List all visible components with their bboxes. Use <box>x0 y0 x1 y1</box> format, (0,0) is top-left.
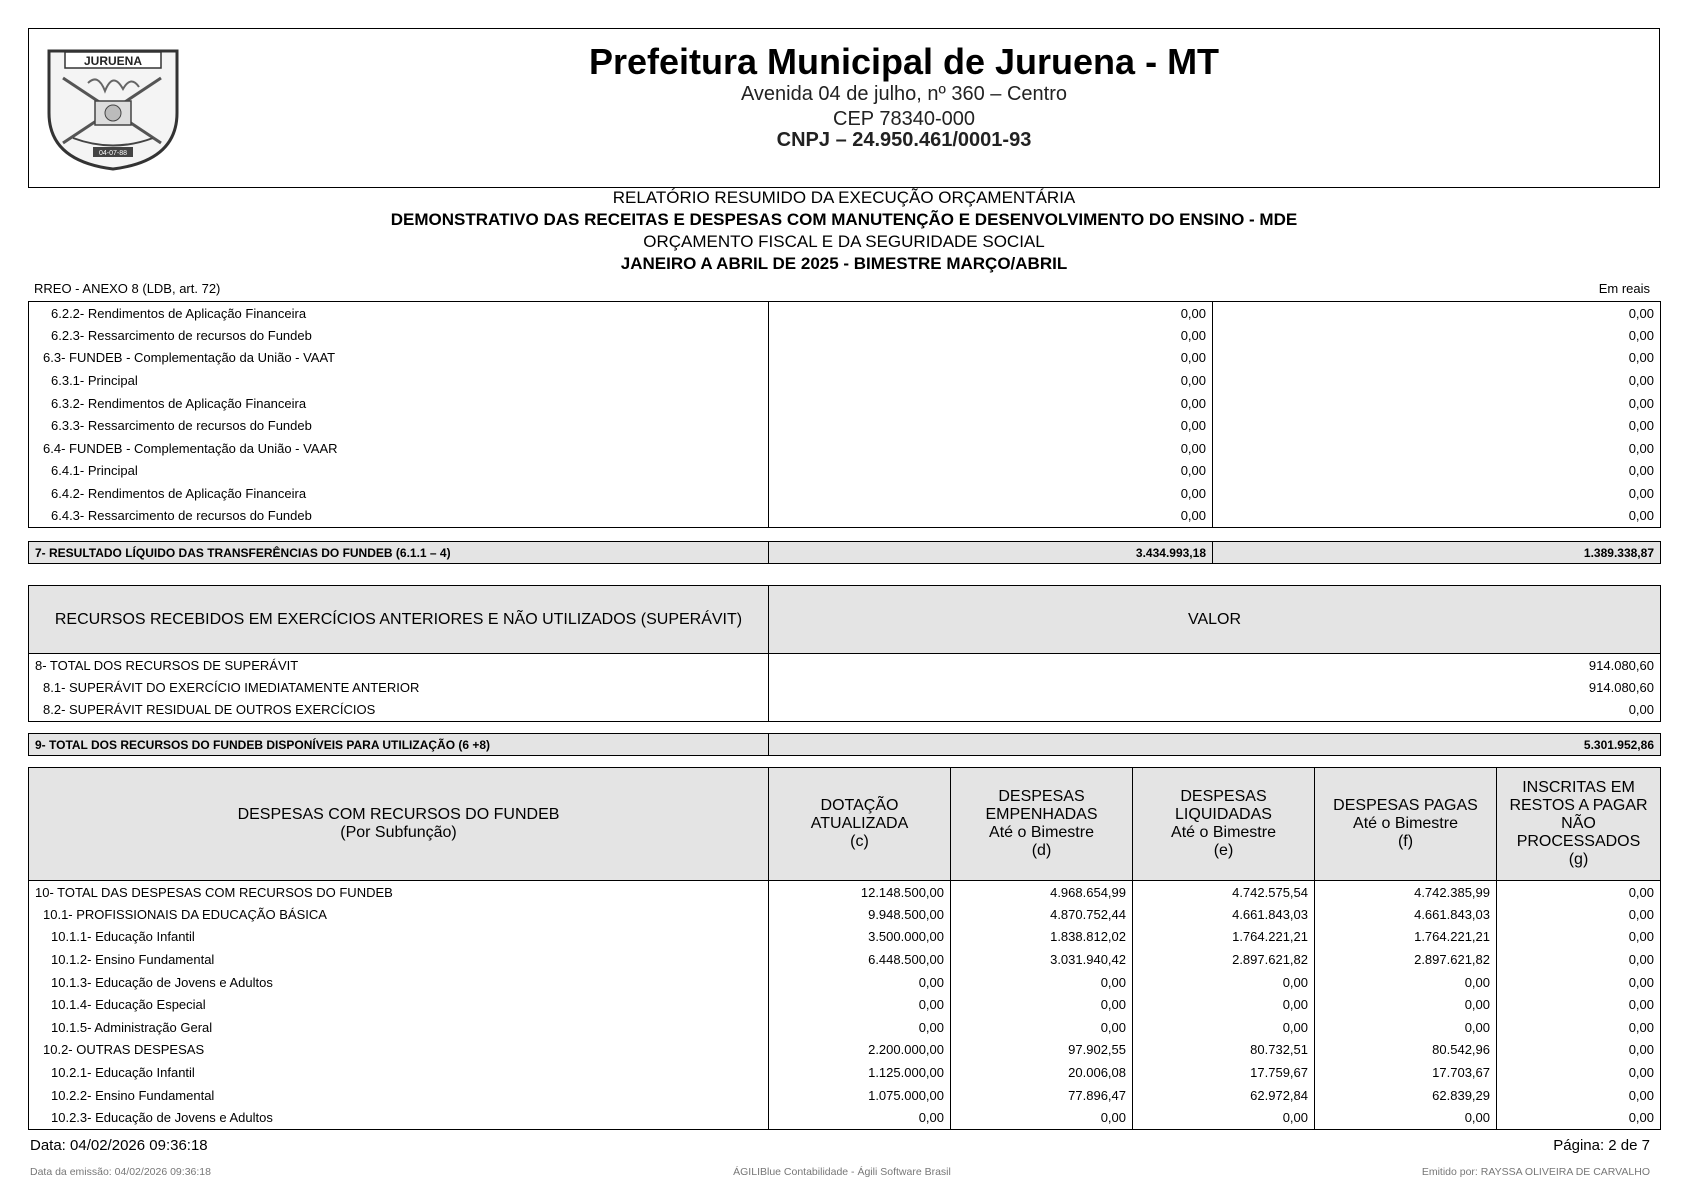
col-header-text: (Por Subfunção) <box>340 824 457 841</box>
row-value: 4.742.385,99 <box>1315 881 1497 904</box>
row-value: 0,00 <box>951 971 1133 994</box>
row-value: 914.080,60 <box>769 654 1661 677</box>
footer-date: Data: 04/02/2026 09:36:18 <box>30 1137 208 1154</box>
footer-page: Página: 2 de 7 <box>1553 1137 1650 1154</box>
row-value: 77.896,47 <box>951 1084 1133 1107</box>
col-header-dotacao <box>769 768 951 881</box>
row-value: 1.075.000,00 <box>769 1084 951 1107</box>
table-row <box>29 1016 1661 1039</box>
report-subtitle: DEMONSTRATIVO DAS RECEITAS E DESPESAS COM MANUTENÇÃO E DESENVOLVIMENTO DO ENSINO - MDE <box>390 210 1298 229</box>
row-label: 10.1.5- Administração Geral <box>51 1019 213 1035</box>
row-value: 0,00 <box>769 1106 951 1129</box>
table-row <box>29 903 1661 926</box>
col-header-text: (d) <box>1031 842 1052 859</box>
row-value: 4.870.752,44 <box>951 903 1133 926</box>
row-label: 8- TOTAL DOS RECURSOS DE SUPERÁVIT <box>35 657 299 673</box>
row-label: 6.2.3- Ressarcimento de recursos do Fundeb <box>51 327 312 343</box>
row-value: 0,00 <box>1213 369 1661 392</box>
row-value: 0,00 <box>1497 926 1661 949</box>
table-row <box>29 437 1661 460</box>
row-value: 3.434.993,18 <box>769 542 1213 564</box>
row-value: 0,00 <box>1213 324 1661 347</box>
row-value: 0,00 <box>769 369 1213 392</box>
table-row <box>29 971 1661 994</box>
table-row <box>29 926 1661 949</box>
row-value: 0,00 <box>1213 414 1661 437</box>
row-value: 0,00 <box>769 392 1213 415</box>
table-row <box>29 369 1661 392</box>
row-value: 0,00 <box>769 302 1213 325</box>
row-value: 3.500.000,00 <box>769 926 951 949</box>
row-value: 0,00 <box>1133 1106 1315 1129</box>
org-name: Prefeitura Municipal de Juruena - MT <box>588 41 1220 82</box>
unit-label: Em reais <box>1598 281 1650 296</box>
row-value: 4.968.654,99 <box>951 881 1133 904</box>
org-address: Avenida 04 de julho, nº 360 – Centro <box>740 83 1068 105</box>
table-row <box>29 1106 1661 1129</box>
table-row <box>29 1039 1661 1062</box>
row-value: 0,00 <box>1497 1039 1661 1062</box>
row-label: 10.2- OUTRAS DESPESAS <box>43 1042 205 1058</box>
table-header-row <box>29 586 1661 654</box>
col-header-text: Até o Bimestre <box>1353 815 1458 832</box>
row-label: 10.1.4- Educação Especial <box>51 997 206 1013</box>
row-value: 12.148.500,00 <box>769 881 951 904</box>
table-row <box>29 482 1661 505</box>
col-header-text: (c) <box>850 833 869 850</box>
table-row <box>29 881 1661 904</box>
seal-label: JURUENA <box>83 54 143 68</box>
col-header-text: DESPESAS PAGAS <box>1333 797 1478 814</box>
row-value: 0,00 <box>951 1106 1133 1129</box>
table-row <box>29 1061 1661 1084</box>
row-label: 10.1.2- Ensino Fundamental <box>51 952 215 968</box>
table-row <box>29 302 1661 325</box>
row-label: 6.4.3- Ressarcimento de recursos do Fundeb <box>51 508 312 524</box>
col-header-text: DESPESAS COM RECURSOS DO FUNDEB <box>237 806 560 823</box>
fundeb-revenue-rows <box>29 302 1661 528</box>
row-value: 0,00 <box>769 324 1213 347</box>
row-value: 0,00 <box>769 505 1213 528</box>
row-label: 10.2.3- Educação de Jovens e Adultos <box>51 1109 273 1125</box>
table-row <box>29 993 1661 1016</box>
seal-date: 04-07-88 <box>98 150 128 157</box>
table-row <box>29 414 1661 437</box>
row-value: 2.897.621,82 <box>1133 948 1315 971</box>
row-value: 0,00 <box>1315 971 1497 994</box>
row-value: 0,00 <box>1213 437 1661 460</box>
report-titles <box>28 187 1660 275</box>
row-label: 9- TOTAL DOS RECURSOS DO FUNDEB DISPONÍVEIS PARA UTILIZAÇÃO (6 +8) <box>29 734 769 756</box>
table-row <box>29 676 1661 699</box>
row-value: 0,00 <box>769 482 1213 505</box>
col-header-empenhadas <box>951 768 1133 881</box>
row-value: 6.448.500,00 <box>769 948 951 971</box>
row-label: 6.3.3- Ressarcimento de recursos do Fundeb <box>51 418 312 434</box>
row-label: 10.2.1- Educação Infantil <box>51 1065 195 1081</box>
table-row <box>29 542 1661 564</box>
row-value: 0,00 <box>769 347 1213 370</box>
row-value: 0,00 <box>1213 392 1661 415</box>
row-value: 62.839,29 <box>1315 1084 1497 1107</box>
row-value: 80.542,96 <box>1315 1039 1497 1062</box>
row-label: 6.2.2- Rendimentos de Aplicação Financeira <box>51 305 307 321</box>
row-value: 0,00 <box>769 699 1661 722</box>
col-header-text: (e) <box>1213 842 1234 859</box>
col-header-restos-a-pagar <box>1497 768 1661 881</box>
row-value: 0,00 <box>1497 903 1661 926</box>
row-label: 10.1.3- Educação de Jovens e Adultos <box>51 974 273 990</box>
row-value: 0,00 <box>951 993 1133 1016</box>
row-value: 0,00 <box>1315 993 1497 1016</box>
row-value: 97.902,55 <box>951 1039 1133 1062</box>
row-value: 1.389.338,87 <box>1213 542 1661 564</box>
row-label: 8.2- SUPERÁVIT RESIDUAL DE OUTROS EXERCÍCIOS <box>43 702 376 718</box>
row-value: 80.732,51 <box>1133 1039 1315 1062</box>
row-value: 0,00 <box>1213 460 1661 483</box>
table-row <box>29 948 1661 971</box>
row-value: 0,00 <box>1497 993 1661 1016</box>
col-header-subfuncao <box>29 768 769 881</box>
row-value: 0,00 <box>951 1016 1133 1039</box>
superavit-header-value: VALOR <box>769 586 1661 654</box>
row-label: 10.1.1- Educação Infantil <box>51 929 195 945</box>
table-row <box>29 654 1661 677</box>
row-value: 0,00 <box>1133 971 1315 994</box>
table-row <box>29 347 1661 370</box>
table-row <box>29 699 1661 722</box>
row-label: 6.4.1- Principal <box>51 463 138 479</box>
row-value: 0,00 <box>1497 1061 1661 1084</box>
org-cep: CEP 78340-000 <box>833 108 975 130</box>
superavit-rows <box>29 654 1661 722</box>
row-value: 4.742.575,54 <box>1133 881 1315 904</box>
report-title: RELATÓRIO RESUMIDO DA EXECUÇÃO ORÇAMENTÁRIA <box>612 188 1076 207</box>
table-row <box>29 734 1661 756</box>
col-header-text: DESPESAS EMPENHADAS <box>985 788 1098 823</box>
report-scope: ORÇAMENTO FISCAL E DA SEGURIDADE SOCIAL <box>643 232 1045 251</box>
row-value: 20.006,08 <box>951 1061 1133 1084</box>
col-header-text: DOTAÇÃO ATUALIZADA <box>810 797 909 832</box>
row-value: 0,00 <box>769 414 1213 437</box>
row-value: 0,00 <box>1133 993 1315 1016</box>
footer-software: ÁGILIBlue Contabilidade - Ágili Software Brasil <box>733 1166 951 1178</box>
col-header-text: DESPESAS LIQUIDADAS <box>1175 788 1272 823</box>
row-label: 6.3.2- Rendimentos de Aplicação Financeira <box>51 395 307 411</box>
row-value: 0,00 <box>1213 302 1661 325</box>
table-row <box>29 324 1661 347</box>
row-value: 2.200.000,00 <box>769 1039 951 1062</box>
row-value: 0,00 <box>1497 971 1661 994</box>
row-label: 8.1- SUPERÁVIT DO EXERCÍCIO IMEDIATAMENTE ANTERIOR <box>43 679 420 695</box>
row-value: 0,00 <box>1497 1016 1661 1039</box>
row-label: 6.3- FUNDEB - Complementação da União - VAAT <box>43 350 336 366</box>
col-header-text: (g) <box>1568 851 1589 868</box>
table-row <box>29 505 1661 528</box>
row-value: 2.897.621,82 <box>1315 948 1497 971</box>
col-header-liquidadas <box>1133 768 1315 881</box>
row-value: 0,00 <box>1497 1084 1661 1107</box>
row-value: 1.764.221,21 <box>1133 926 1315 949</box>
row-value: 1.125.000,00 <box>769 1061 951 1084</box>
row-label: 10.2.2- Ensino Fundamental <box>51 1087 215 1103</box>
row-value: 62.972,84 <box>1133 1084 1315 1107</box>
row-value: 9.948.500,00 <box>769 903 951 926</box>
row-label: 7- RESULTADO LÍQUIDO DAS TRANSFERÊNCIAS DO FUNDEB (6.1.1 – 4) <box>29 542 769 564</box>
row-value: 17.759,67 <box>1133 1061 1315 1084</box>
row-value: 0,00 <box>769 1016 951 1039</box>
row-value: 0,00 <box>769 993 951 1016</box>
row-value: 1.838.812,02 <box>951 926 1133 949</box>
row-value: 0,00 <box>1497 948 1661 971</box>
fundeb-expenses-table <box>28 767 1661 1130</box>
row-value: 0,00 <box>1497 881 1661 904</box>
table-row <box>29 1084 1661 1107</box>
row-label: 10.1- PROFISSIONAIS DA EDUCAÇÃO BÁSICA <box>43 906 327 922</box>
row-value: 3.031.940,42 <box>951 948 1133 971</box>
row-label: 6.4.2- Rendimentos de Aplicação Financeira <box>51 486 307 502</box>
col-header-pagas <box>1315 768 1497 881</box>
col-header-text: Até o Bimestre <box>989 824 1094 841</box>
col-header-text: (f) <box>1397 833 1414 850</box>
row-value: 4.661.843,03 <box>1315 903 1497 926</box>
row-value: 0,00 <box>1133 1016 1315 1039</box>
row-value: 17.703,67 <box>1315 1061 1497 1084</box>
row-value: 0,00 <box>1213 505 1661 528</box>
org-cnpj: CNPJ – 24.950.461/0001-93 <box>776 129 1032 151</box>
row-value: 0,00 <box>1213 347 1661 370</box>
superavit-header-label: RECURSOS RECEBIDOS EM EXERCÍCIOS ANTERIORES E NÃO UTILIZADOS (SUPERÁVIT) <box>29 586 769 654</box>
superavit-table <box>28 585 1661 722</box>
annex-label: RREO - ANEXO 8 (LDB, art. 72) <box>34 281 221 296</box>
footer-issuer: Emitido por: RAYSSA OLIVEIRA DE CARVALHO <box>1421 1166 1650 1178</box>
row-value: 0,00 <box>1497 1106 1661 1129</box>
row-value: 0,00 <box>1213 482 1661 505</box>
row-value: 5.301.952,86 <box>769 734 1661 756</box>
report-period: JANEIRO A ABRIL DE 2025 - BIMESTRE MARÇO/ABRIL <box>620 254 1068 273</box>
row-label: 10- TOTAL DAS DESPESAS COM RECURSOS DO FUNDEB <box>35 884 393 900</box>
row-label: 6.3.1- Principal <box>51 373 138 389</box>
header-box <box>28 28 1660 188</box>
row-value: 0,00 <box>769 460 1213 483</box>
row-value: 1.764.221,21 <box>1315 926 1497 949</box>
fundeb-expenses-rows <box>29 881 1661 1130</box>
col-header-text: INSCRITAS EM RESTOS A PAGAR NÃO PROCESSADOS <box>1509 779 1648 850</box>
col-header-text: Até o Bimestre <box>1171 824 1276 841</box>
row-value: 0,00 <box>1315 1016 1497 1039</box>
row-value: 0,00 <box>769 971 951 994</box>
footer-emission: Data da emissão: 04/02/2026 09:36:18 <box>30 1166 211 1178</box>
fundeb-revenue-table <box>28 301 1661 528</box>
row-value: 0,00 <box>1315 1106 1497 1129</box>
table-row <box>29 460 1661 483</box>
table-row <box>29 392 1661 415</box>
total-row-9 <box>28 733 1661 756</box>
row-value: 4.661.843,03 <box>1133 903 1315 926</box>
row-value: 0,00 <box>769 437 1213 460</box>
result-row-7 <box>28 541 1661 564</box>
row-label: 6.4- FUNDEB - Complementação da União - VAAR <box>43 440 338 456</box>
table-header-row <box>29 768 1661 881</box>
row-value: 914.080,60 <box>769 676 1661 699</box>
